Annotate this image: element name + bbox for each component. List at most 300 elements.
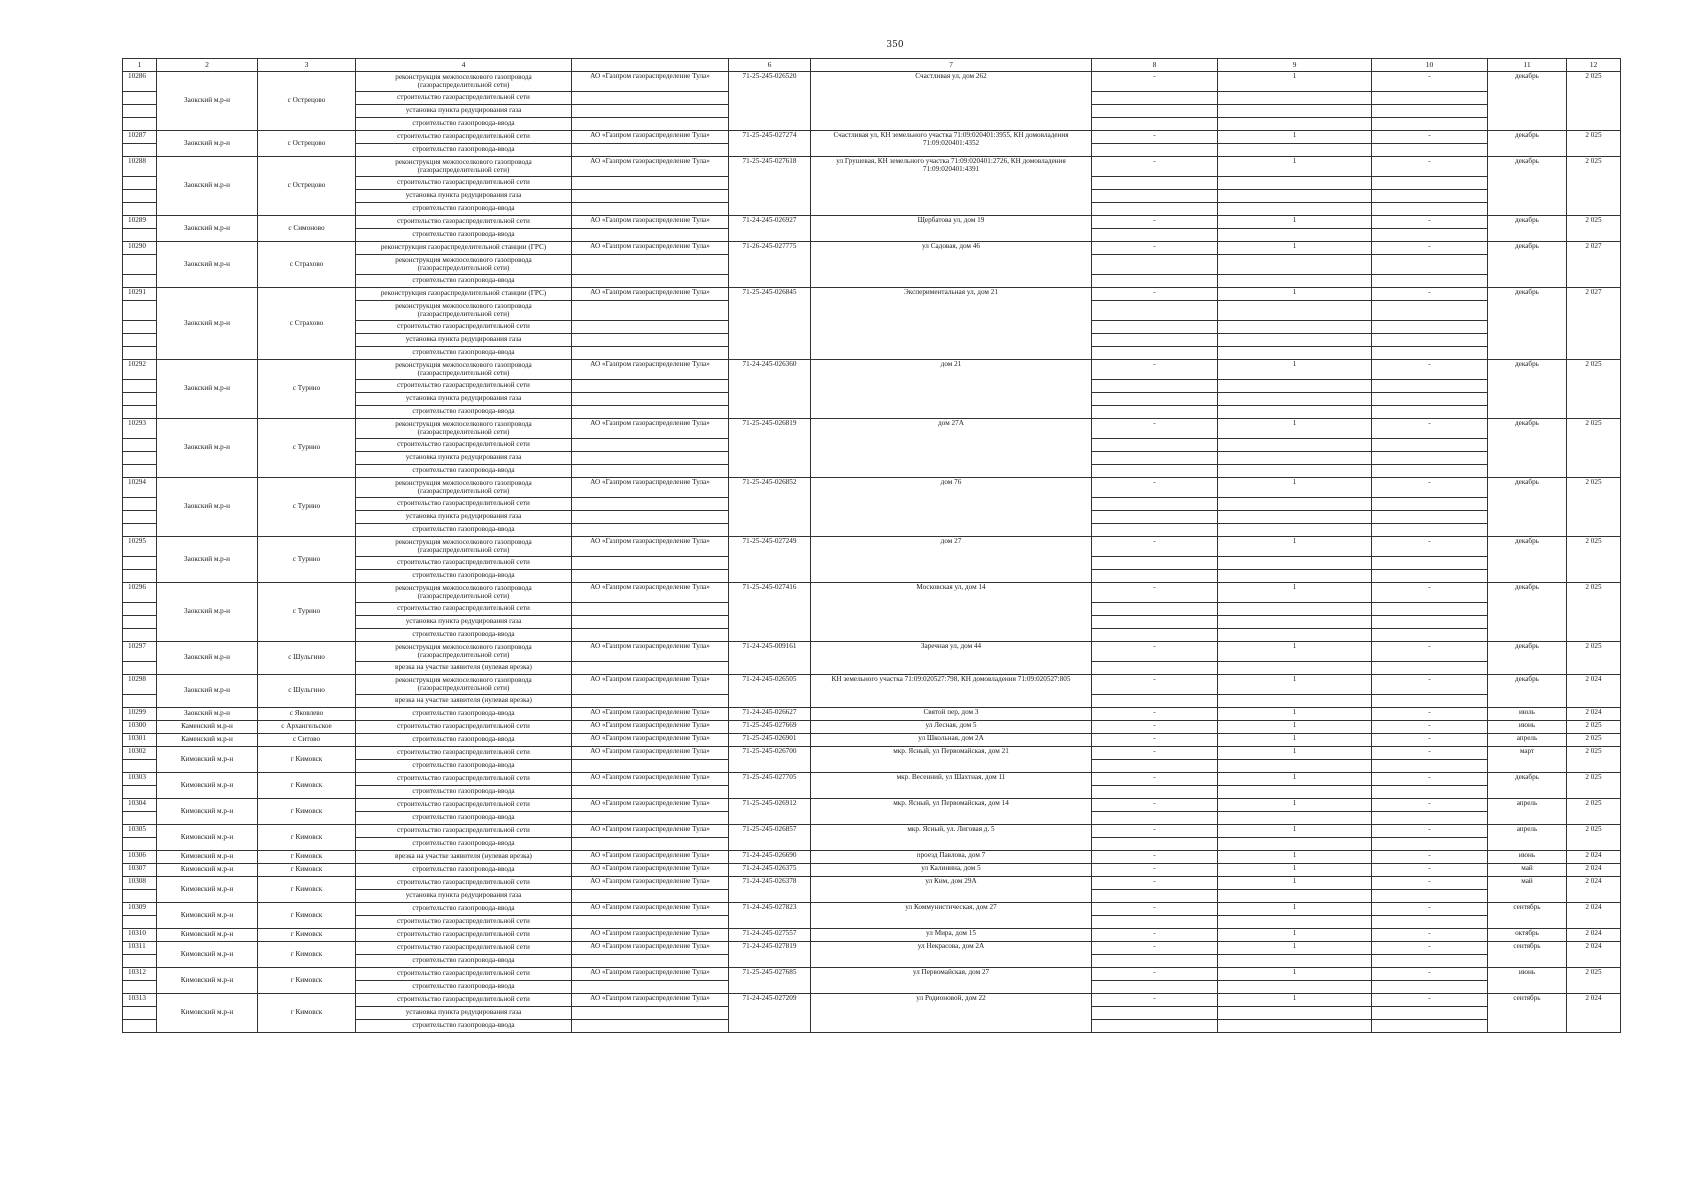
application-code-cell: 71-25-245-026857: [729, 825, 811, 851]
col10-cell: -: [1372, 864, 1488, 877]
district-cell: Заокский м.р-н: [157, 642, 258, 675]
district-cell: Заокский м.р-н: [157, 157, 258, 216]
record-number: [123, 439, 157, 452]
work-type-cell: строительство газопровода-ввода: [356, 275, 572, 288]
month-cell: декабрь: [1488, 242, 1567, 288]
year-cell: 2 027: [1567, 242, 1621, 288]
record-number: 10302: [123, 747, 157, 760]
record-number: 10312: [123, 968, 157, 981]
locality-cell: с Острецово: [258, 72, 356, 131]
record-number: [123, 190, 157, 203]
organization-cell: [572, 229, 729, 242]
year-cell: 2 025: [1567, 72, 1621, 131]
organization-cell: [572, 662, 729, 675]
col10-cell: [1372, 557, 1488, 570]
col8-cell: -: [1092, 825, 1218, 838]
district-cell: Кимовский м.р-н: [157, 994, 258, 1033]
organization-cell: [572, 890, 729, 903]
locality-cell: с Яковлево: [258, 708, 356, 721]
table-row: [123, 877, 1621, 890]
district-cell: Кимовский м.р-н: [157, 968, 258, 994]
col8-cell: [1092, 1007, 1218, 1020]
col10-cell: -: [1372, 72, 1488, 92]
record-number: 10313: [123, 994, 157, 1007]
table-row: [123, 734, 1621, 747]
application-code-cell: 71-26-245-027775: [729, 242, 811, 288]
column-header-10: 10: [1372, 59, 1488, 72]
application-code-cell: 71-25-245-027274: [729, 131, 811, 157]
year-cell: 2 025: [1567, 360, 1621, 419]
page-number: 350: [886, 40, 904, 50]
organization-cell: АО «Газпром газораспределение Тула»: [572, 478, 729, 498]
column-header-12: 12: [1567, 59, 1621, 72]
organization-cell: [572, 760, 729, 773]
organization-cell: АО «Газпром газораспределение Тула»: [572, 994, 729, 1007]
locality-cell: г Кимовск: [258, 877, 356, 903]
col10-cell: [1372, 92, 1488, 105]
work-type-cell: строительство газораспределительной сети: [356, 721, 572, 734]
district-cell: Заокский м.р-н: [157, 537, 258, 583]
record-number: 10297: [123, 642, 157, 662]
col9-cell: 1: [1218, 537, 1372, 557]
organization-cell: [572, 629, 729, 642]
col10-cell: [1372, 321, 1488, 334]
work-type-cell: реконструкция межпоселкового газопровода (газораспределительной сети): [356, 675, 572, 695]
district-cell: Кимовский м.р-н: [157, 799, 258, 825]
district-cell: Заокский м.р-н: [157, 72, 258, 131]
work-type-cell: установка пункта редуцирования газа: [356, 890, 572, 903]
col9-cell: 1: [1218, 825, 1372, 838]
col10-cell: -: [1372, 675, 1488, 695]
organization-cell: [572, 321, 729, 334]
record-number: [123, 955, 157, 968]
address-cell: мкр. Ясный, ул Первомайская, дом 14: [811, 799, 1092, 825]
col8-cell: -: [1092, 721, 1218, 734]
col8-cell: -: [1092, 929, 1218, 942]
record-number: 10293: [123, 419, 157, 439]
organization-cell: АО «Газпром газораспределение Тула»: [572, 72, 729, 92]
locality-cell: г Кимовск: [258, 799, 356, 825]
col8-cell: -: [1092, 242, 1218, 255]
work-type-cell: врезка на участке заявителя (нулевая врезка): [356, 851, 572, 864]
col10-cell: [1372, 786, 1488, 799]
record-number: [123, 105, 157, 118]
work-type-cell: строительство газораспределительной сети: [356, 916, 572, 929]
locality-cell: с Острецово: [258, 157, 356, 216]
locality-cell: с Турино: [258, 537, 356, 583]
year-cell: 2 024: [1567, 942, 1621, 968]
work-type-cell: строительство газораспределительной сети: [356, 942, 572, 955]
district-cell: Заокский м.р-н: [157, 216, 258, 242]
district-cell: Кимовский м.р-н: [157, 825, 258, 851]
col10-cell: [1372, 603, 1488, 616]
work-type-cell: строительство газораспределительной сети: [356, 825, 572, 838]
work-type-cell: строительство газораспределительной сети: [356, 439, 572, 452]
col9-cell: [1218, 603, 1372, 616]
col9-cell: [1218, 190, 1372, 203]
year-cell: 2 024: [1567, 929, 1621, 942]
table-row: [123, 72, 1621, 92]
table-row: [123, 642, 1621, 662]
col10-cell: -: [1372, 747, 1488, 760]
organization-cell: АО «Газпром газораспределение Тула»: [572, 851, 729, 864]
col9-cell: 1: [1218, 288, 1372, 301]
application-code-cell: 71-25-245-027618: [729, 157, 811, 216]
month-cell: июнь: [1488, 721, 1567, 734]
col8-cell: [1092, 760, 1218, 773]
year-cell: 2 025: [1567, 773, 1621, 799]
col8-cell: -: [1092, 968, 1218, 981]
organization-cell: [572, 203, 729, 216]
col9-cell: [1218, 890, 1372, 903]
month-cell: июль: [1488, 708, 1567, 721]
organization-cell: [572, 406, 729, 419]
address-cell: дом 76: [811, 478, 1092, 537]
organization-cell: АО «Газпром газораспределение Тула»: [572, 877, 729, 890]
organization-cell: АО «Газпром газораспределение Тула»: [572, 773, 729, 786]
record-number: 10292: [123, 360, 157, 380]
col9-cell: [1218, 629, 1372, 642]
locality-cell: с Турино: [258, 360, 356, 419]
organization-cell: АО «Газпром газораспределение Тула»: [572, 825, 729, 838]
year-cell: 2 025: [1567, 131, 1621, 157]
col8-cell: [1092, 981, 1218, 994]
col10-cell: -: [1372, 288, 1488, 301]
col9-cell: [1218, 498, 1372, 511]
work-type-cell: реконструкция межпоселкового газопровода (газораспределительной сети): [356, 642, 572, 662]
col10-cell: -: [1372, 360, 1488, 380]
month-cell: декабрь: [1488, 157, 1567, 216]
work-type-cell: строительство газораспределительной сети: [356, 216, 572, 229]
month-cell: декабрь: [1488, 773, 1567, 799]
record-number: 10303: [123, 773, 157, 786]
record-number: 10300: [123, 721, 157, 734]
district-cell: Заокский м.р-н: [157, 419, 258, 478]
year-cell: 2 025: [1567, 799, 1621, 825]
col9-cell: [1218, 144, 1372, 157]
work-type-cell: реконструкция межпоселкового газопровода (газораспределительной сети): [356, 419, 572, 439]
col10-cell: -: [1372, 419, 1488, 439]
month-cell: сентябрь: [1488, 903, 1567, 929]
organization-cell: АО «Газпром газораспределение Тула»: [572, 642, 729, 662]
col8-cell: -: [1092, 799, 1218, 812]
col9-cell: 1: [1218, 747, 1372, 760]
organization-cell: [572, 255, 729, 275]
work-type-cell: установка пункта редуцирования газа: [356, 393, 572, 406]
col10-cell: -: [1372, 583, 1488, 603]
col10-cell: -: [1372, 877, 1488, 890]
col10-cell: [1372, 629, 1488, 642]
col9-cell: 1: [1218, 642, 1372, 662]
work-type-cell: строительство газопровода-ввода: [356, 981, 572, 994]
col9-cell: [1218, 393, 1372, 406]
district-cell: Заокский м.р-н: [157, 131, 258, 157]
organization-cell: АО «Газпром газораспределение Тула»: [572, 131, 729, 144]
work-type-cell: строительство газораспределительной сети: [356, 557, 572, 570]
month-cell: июнь: [1488, 968, 1567, 994]
col9-cell: 1: [1218, 157, 1372, 177]
col9-cell: [1218, 695, 1372, 708]
locality-cell: с Ситово: [258, 734, 356, 747]
col9-cell: 1: [1218, 942, 1372, 955]
locality-cell: г Кимовск: [258, 942, 356, 968]
record-number: 10310: [123, 929, 157, 942]
col9-cell: [1218, 981, 1372, 994]
work-type-cell: реконструкция межпоселкового газопровода (газораспределительной сети): [356, 537, 572, 557]
application-code-cell: 71-25-245-026845: [729, 288, 811, 360]
work-type-cell: строительство газораспределительной сети: [356, 877, 572, 890]
organization-cell: [572, 786, 729, 799]
col10-cell: [1372, 203, 1488, 216]
col10-cell: [1372, 105, 1488, 118]
col10-cell: -: [1372, 773, 1488, 786]
col8-cell: -: [1092, 851, 1218, 864]
locality-cell: с Шульгино: [258, 642, 356, 675]
organization-cell: АО «Газпром газораспределение Тула»: [572, 942, 729, 955]
work-type-cell: установка пункта редуцирования газа: [356, 1007, 572, 1020]
col10-cell: [1372, 177, 1488, 190]
col9-cell: 1: [1218, 903, 1372, 916]
col10-cell: -: [1372, 242, 1488, 255]
col9-cell: 1: [1218, 216, 1372, 229]
col10-cell: [1372, 452, 1488, 465]
col8-cell: [1092, 301, 1218, 321]
district-cell: Заокский м.р-н: [157, 360, 258, 419]
work-type-cell: строительство газопровода-ввода: [356, 838, 572, 851]
record-number: [123, 177, 157, 190]
address-cell: дом 27А: [811, 419, 1092, 478]
table-row: [123, 708, 1621, 721]
table-row: [123, 721, 1621, 734]
col8-cell: [1092, 890, 1218, 903]
organization-cell: АО «Газпром газораспределение Тула»: [572, 903, 729, 916]
work-type-cell: строительство газопровода-ввода: [356, 144, 572, 157]
record-number: [123, 380, 157, 393]
record-number: [123, 347, 157, 360]
table-row: [123, 675, 1621, 695]
col8-cell: -: [1092, 877, 1218, 890]
col8-cell: [1092, 92, 1218, 105]
col8-cell: [1092, 662, 1218, 675]
col9-cell: [1218, 760, 1372, 773]
record-number: [123, 393, 157, 406]
work-type-cell: строительство газопровода-ввода: [356, 812, 572, 825]
organization-cell: [572, 1020, 729, 1033]
col10-cell: -: [1372, 478, 1488, 498]
month-cell: март: [1488, 747, 1567, 773]
col10-cell: [1372, 662, 1488, 675]
col8-cell: -: [1092, 157, 1218, 177]
col9-cell: 1: [1218, 131, 1372, 144]
address-cell: проезд Павлова, дом 7: [811, 851, 1092, 864]
work-type-cell: реконструкция газораспределительной станции (ГРС): [356, 242, 572, 255]
address-cell: Счастливая ул, дом 262: [811, 72, 1092, 131]
year-cell: 2 024: [1567, 903, 1621, 929]
col10-cell: [1372, 255, 1488, 275]
col8-cell: [1092, 177, 1218, 190]
col8-cell: [1092, 557, 1218, 570]
col10-cell: [1372, 890, 1488, 903]
col8-cell: -: [1092, 360, 1218, 380]
organization-cell: [572, 347, 729, 360]
col8-cell: [1092, 190, 1218, 203]
col10-cell: [1372, 1020, 1488, 1033]
year-cell: 2 025: [1567, 583, 1621, 642]
application-code-cell: 71-25-245-027669: [729, 721, 811, 734]
record-number: [123, 334, 157, 347]
address-cell: ул Грушевая, КН земельного участка 71:09:020401:2726, КН домовладения 71:09:020401:4391: [811, 157, 1092, 216]
col8-cell: [1092, 616, 1218, 629]
col9-cell: [1218, 452, 1372, 465]
col10-cell: -: [1372, 942, 1488, 955]
record-number: [123, 255, 157, 275]
work-type-cell: строительство газопровода-ввода: [356, 786, 572, 799]
work-type-cell: врезка на участке заявителя (нулевая врезка): [356, 695, 572, 708]
work-type-cell: установка пункта редуцирования газа: [356, 334, 572, 347]
table-row: [123, 747, 1621, 760]
record-number: [123, 321, 157, 334]
col8-cell: [1092, 334, 1218, 347]
work-type-cell: строительство газопровода-ввода: [356, 465, 572, 478]
col8-cell: [1092, 105, 1218, 118]
col10-cell: [1372, 511, 1488, 524]
table-row: [123, 864, 1621, 877]
organization-cell: [572, 380, 729, 393]
work-type-cell: строительство газораспределительной сети: [356, 321, 572, 334]
organization-cell: [572, 452, 729, 465]
col8-cell: [1092, 118, 1218, 131]
address-cell: мкр. Ясный, ул Первомайская, дом 21: [811, 747, 1092, 773]
work-type-cell: строительство газораспределительной сети: [356, 380, 572, 393]
month-cell: декабрь: [1488, 419, 1567, 478]
col10-cell: [1372, 118, 1488, 131]
col9-cell: [1218, 301, 1372, 321]
organization-cell: АО «Газпром газораспределение Тула»: [572, 419, 729, 439]
col10-cell: [1372, 380, 1488, 393]
record-number: [123, 603, 157, 616]
col9-cell: 1: [1218, 994, 1372, 1007]
organization-cell: [572, 603, 729, 616]
month-cell: апрель: [1488, 825, 1567, 851]
application-code-cell: 71-25-245-027705: [729, 773, 811, 799]
organization-cell: АО «Газпром газораспределение Тула»: [572, 360, 729, 380]
record-number: 10294: [123, 478, 157, 498]
address-cell: ул Первомайская, дом 27: [811, 968, 1092, 994]
month-cell: апрель: [1488, 799, 1567, 825]
work-type-cell: установка пункта редуцирования газа: [356, 105, 572, 118]
application-code-cell: 71-25-245-026852: [729, 478, 811, 537]
record-number: [123, 203, 157, 216]
table-row: [123, 994, 1621, 1007]
record-number: [123, 629, 157, 642]
col8-cell: -: [1092, 642, 1218, 662]
work-type-cell: реконструкция газораспределительной станции (ГРС): [356, 288, 572, 301]
col10-cell: [1372, 812, 1488, 825]
work-type-cell: строительство газораспределительной сети: [356, 773, 572, 786]
col10-cell: -: [1372, 851, 1488, 864]
application-code-cell: 71-25-245-026912: [729, 799, 811, 825]
table-row: [123, 242, 1621, 255]
district-cell: Кимовский м.р-н: [157, 747, 258, 773]
record-number: [123, 275, 157, 288]
month-cell: май: [1488, 864, 1567, 877]
col10-cell: [1372, 190, 1488, 203]
year-cell: 2 025: [1567, 825, 1621, 851]
month-cell: декабрь: [1488, 537, 1567, 583]
col9-cell: [1218, 570, 1372, 583]
month-cell: сентябрь: [1488, 942, 1567, 968]
col9-cell: [1218, 118, 1372, 131]
record-number: [123, 511, 157, 524]
organization-cell: [572, 190, 729, 203]
work-type-cell: строительство газопровода-ввода: [356, 118, 572, 131]
col10-cell: -: [1372, 968, 1488, 981]
record-number: [123, 118, 157, 131]
organization-cell: АО «Газпром газораспределение Тула»: [572, 747, 729, 760]
work-type-cell: строительство газораспределительной сети: [356, 799, 572, 812]
district-cell: Кимовский м.р-н: [157, 929, 258, 942]
organization-cell: АО «Газпром газораспределение Тула»: [572, 583, 729, 603]
col9-cell: [1218, 177, 1372, 190]
table-row: [123, 825, 1621, 838]
col8-cell: -: [1092, 864, 1218, 877]
record-number: [123, 570, 157, 583]
work-type-cell: строительство газопровода-ввода: [356, 903, 572, 916]
record-number: [123, 452, 157, 465]
col8-cell: -: [1092, 583, 1218, 603]
col8-cell: [1092, 465, 1218, 478]
record-number: 10301: [123, 734, 157, 747]
work-type-cell: реконструкция межпоселкового газопровода (газораспределительной сети): [356, 583, 572, 603]
col9-cell: [1218, 616, 1372, 629]
organization-cell: [572, 118, 729, 131]
organization-cell: [572, 92, 729, 105]
col9-cell: 1: [1218, 968, 1372, 981]
work-type-cell: установка пункта редуцирования газа: [356, 190, 572, 203]
col8-cell: [1092, 838, 1218, 851]
col8-cell: -: [1092, 773, 1218, 786]
district-cell: Кимовский м.р-н: [157, 877, 258, 903]
application-code-cell: 71-25-245-026520: [729, 72, 811, 131]
district-cell: Заокский м.р-н: [157, 288, 258, 360]
organization-cell: [572, 511, 729, 524]
record-number: [123, 695, 157, 708]
month-cell: декабрь: [1488, 72, 1567, 131]
record-number: 10308: [123, 877, 157, 890]
col9-cell: [1218, 347, 1372, 360]
table-row: [123, 583, 1621, 603]
record-number: [123, 616, 157, 629]
record-number: [123, 229, 157, 242]
col9-cell: [1218, 465, 1372, 478]
year-cell: 2 025: [1567, 537, 1621, 583]
organization-cell: АО «Газпром газораспределение Тула»: [572, 157, 729, 177]
record-number: [123, 760, 157, 773]
work-type-cell: строительство газопровода-ввода: [356, 406, 572, 419]
col10-cell: -: [1372, 131, 1488, 144]
col9-cell: 1: [1218, 419, 1372, 439]
organization-cell: АО «Газпром газораспределение Тула»: [572, 288, 729, 301]
organization-cell: АО «Газпром газораспределение Тула»: [572, 799, 729, 812]
col10-cell: -: [1372, 537, 1488, 557]
record-number: 10296: [123, 583, 157, 603]
col8-cell: [1092, 498, 1218, 511]
locality-cell: с Турино: [258, 419, 356, 478]
col8-cell: [1092, 916, 1218, 929]
col10-cell: -: [1372, 708, 1488, 721]
year-cell: 2 025: [1567, 968, 1621, 994]
work-type-cell: строительство газораспределительной сети: [356, 177, 572, 190]
